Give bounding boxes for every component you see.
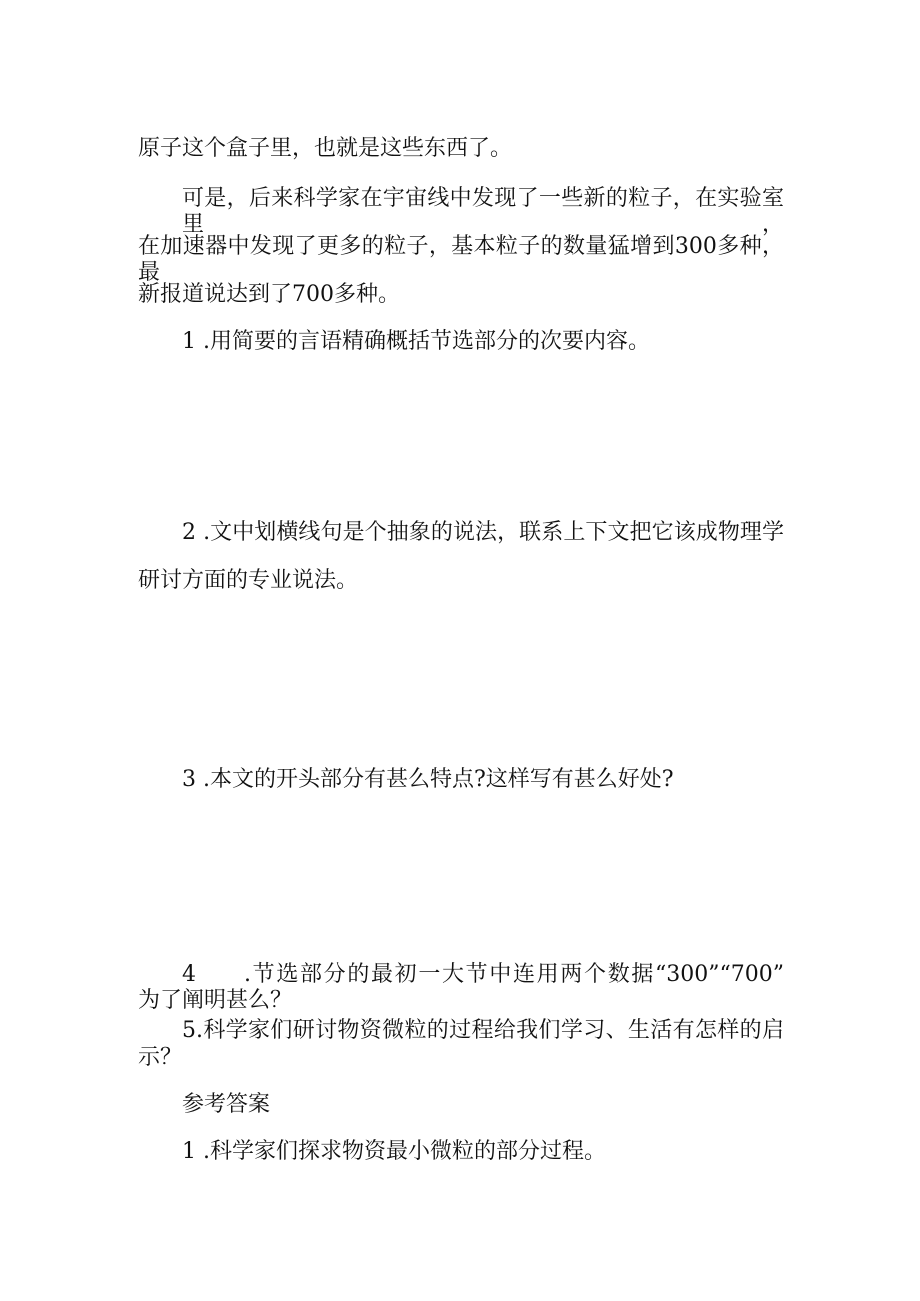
paragraph-line: 新报道说达到了700多种。 xyxy=(138,282,400,307)
question-4-line: .节选部分的最初一大节中连用两个数据“300”“700” xyxy=(244,962,784,987)
question-3: 3 .本文的开头部分有甚么特点?这样写有甚么好处? xyxy=(182,767,674,792)
paragraph-line: 在加速器中发现了更多的粒子，基本粒子的数量猛增到300多种，最 xyxy=(138,234,784,285)
question-4-line: 为了阐明甚么？ xyxy=(138,988,293,1013)
answers-heading: 参考答案 xyxy=(182,1092,271,1117)
question-5-line: 5.科学家们研讨物资微粒的过程给我们学习、生活有怎样的启 xyxy=(182,1018,784,1043)
question-5-line: 示？ xyxy=(138,1045,183,1070)
answer-1: 1 .科学家们探求物资最小微粒的部分过程。 xyxy=(182,1139,606,1164)
paragraph-line: 可是，后来科学家在宇宙线中发现了一些新的粒子，在实验室里， xyxy=(182,186,784,237)
question-2-line: 研讨方面的专业说法。 xyxy=(138,568,359,593)
question-4-number: 4 xyxy=(182,962,196,987)
question-2-line: 2 .文中划横线句是个抽象的说法，联系上下文把它该成物理学 xyxy=(182,520,784,545)
question-1: 1 .用简要的言语精确概括节选部分的次要内容。 xyxy=(182,329,650,354)
paragraph-line: 原子这个盒子里，也就是这些东西了。 xyxy=(138,136,513,161)
